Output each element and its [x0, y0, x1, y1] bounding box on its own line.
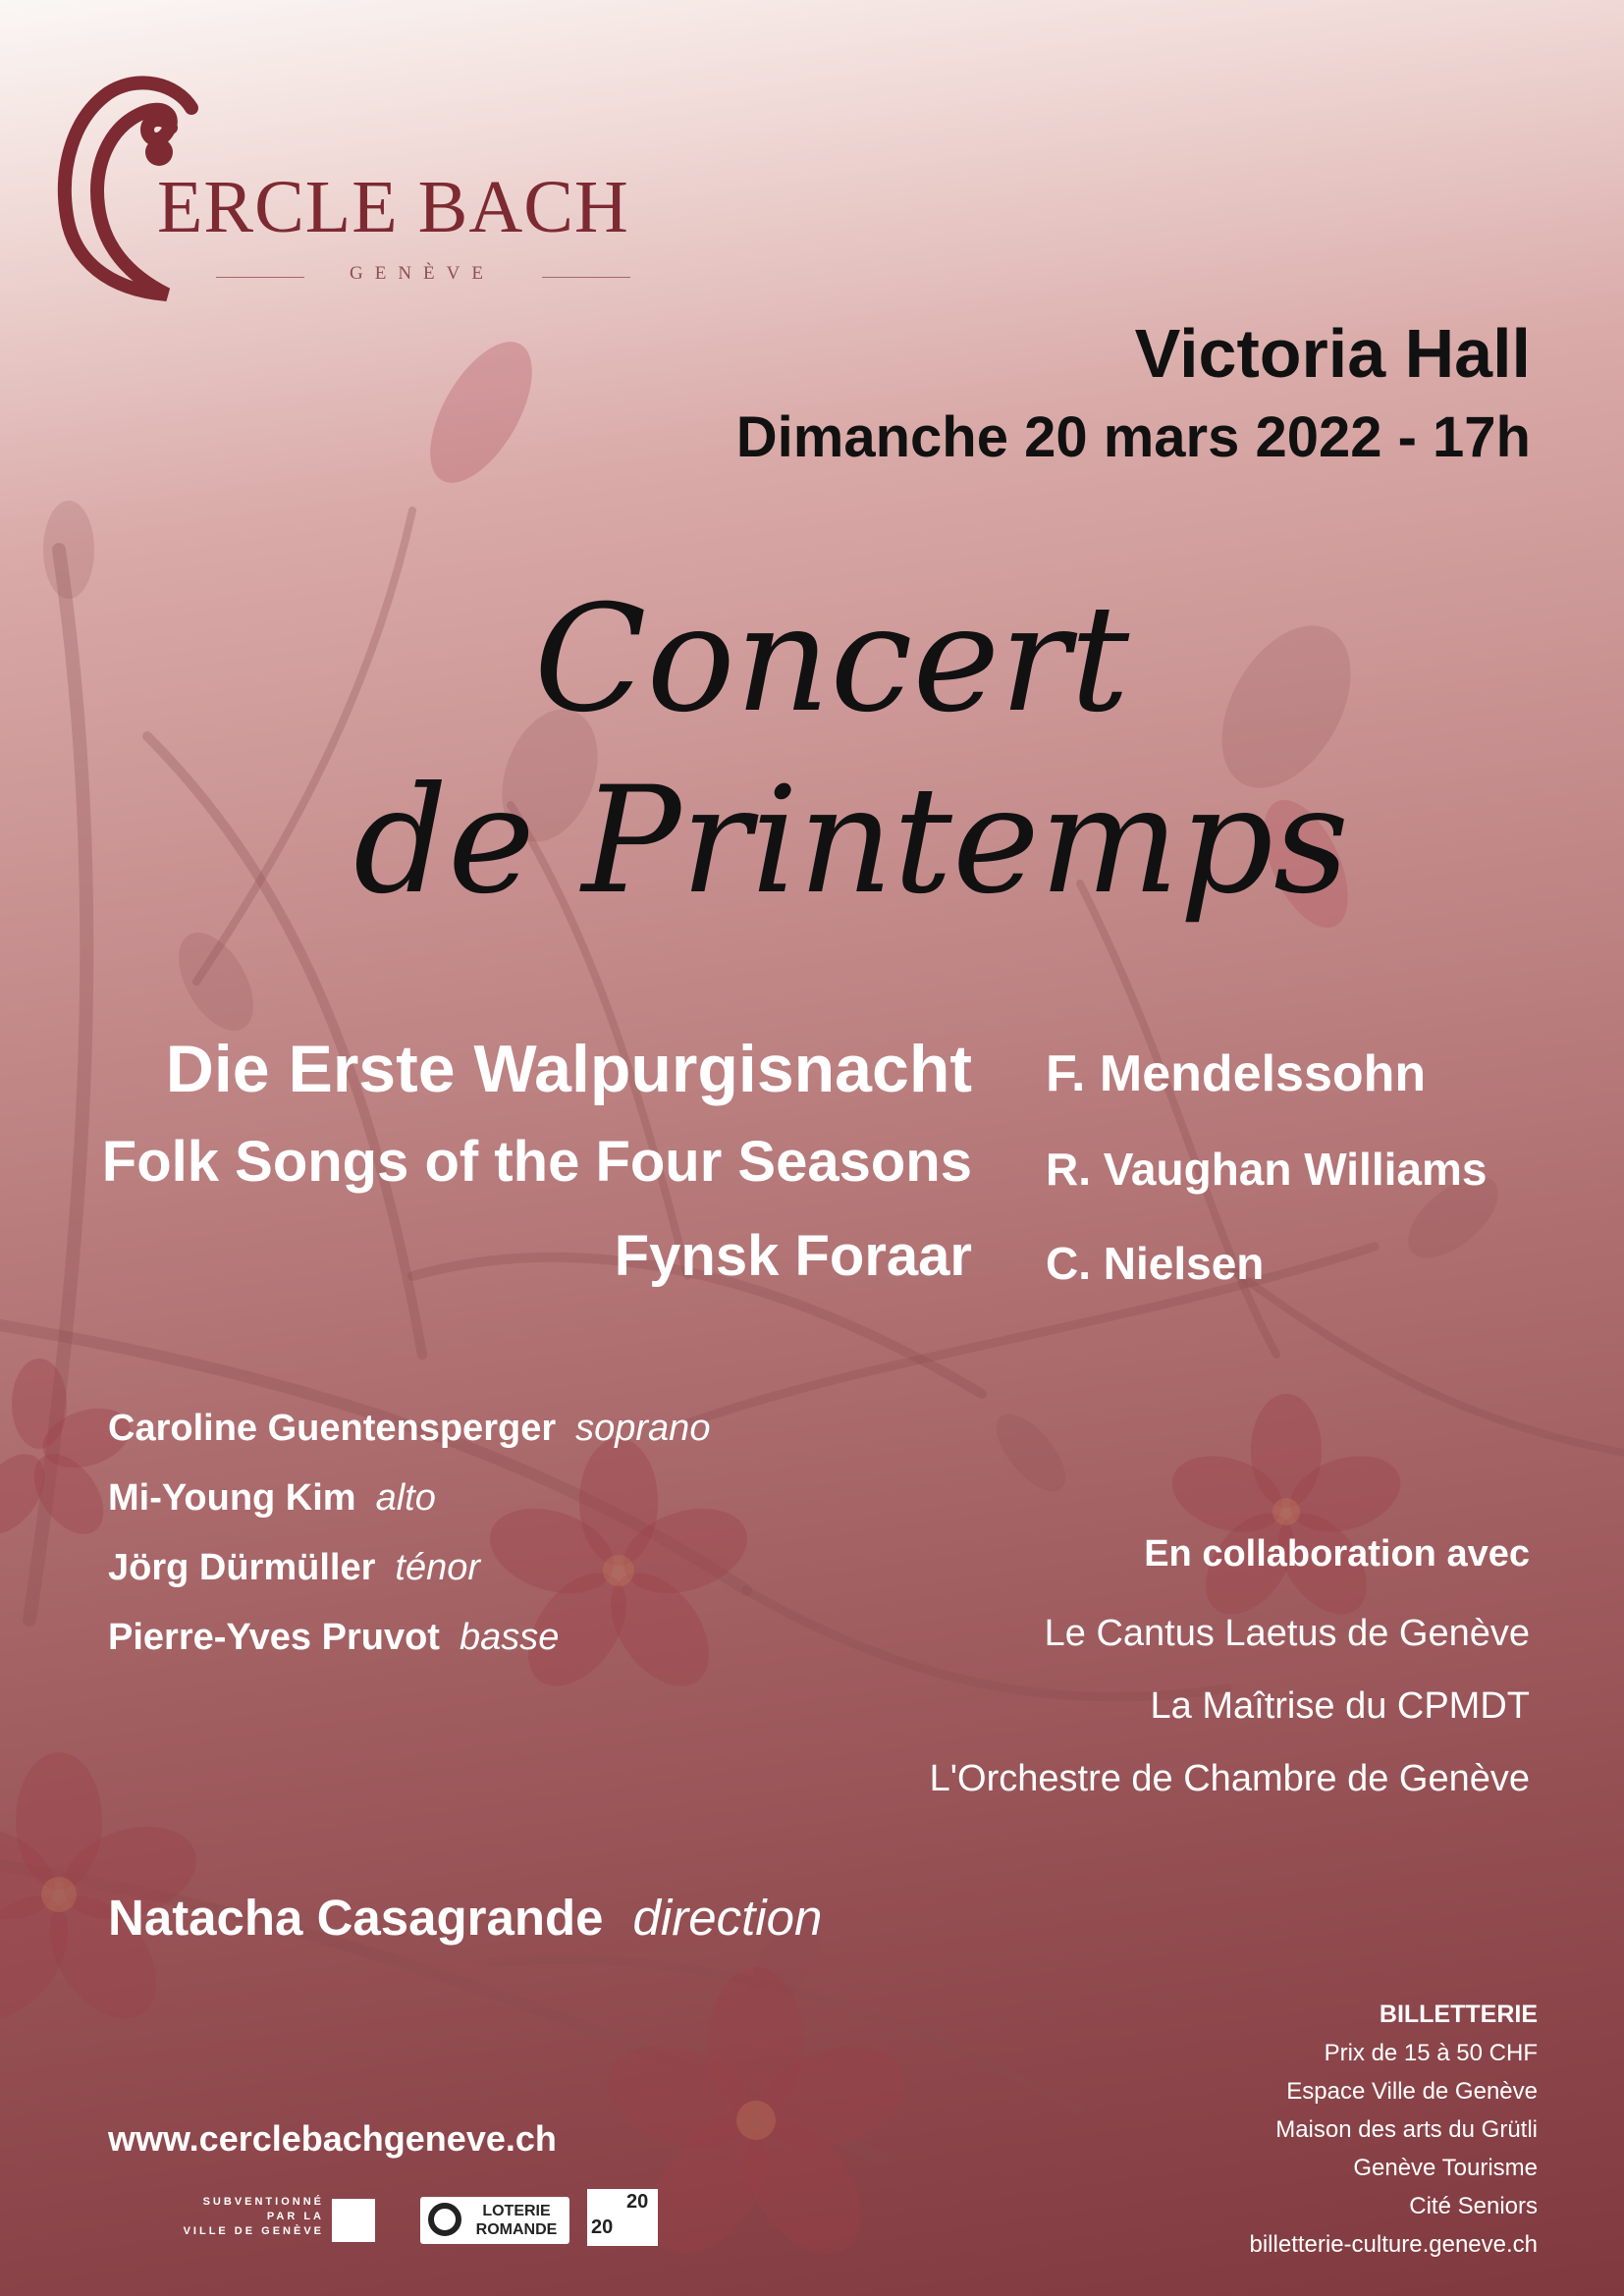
ticketing-heading: BILLETTERIE — [1379, 2001, 1538, 2028]
director-role: direction — [632, 1890, 823, 1946]
ville-logo-line: SUBVENTIONNÉ — [202, 2196, 324, 2208]
geneva-key-icon — [332, 2199, 375, 2242]
venue-block — [736, 312, 1531, 473]
collaborator: Le Cantus Laetus de Genève — [1044, 1613, 1530, 1654]
ville-logo-line: PAR LA — [266, 2211, 324, 2222]
programme-row — [59, 1219, 1591, 1313]
soloist-name: Pierre-Yves Pruvot — [108, 1617, 440, 1658]
concert-title — [0, 574, 1624, 928]
programme — [59, 1031, 1591, 1313]
collaboration-heading: En collaboration avec — [1144, 1533, 1530, 1575]
ticketing-outlet: Genève Tourisme — [1353, 2155, 1538, 2181]
soloist — [108, 1603, 710, 1673]
loterie-logo-text: LOTERIE ROMANDE — [475, 2203, 558, 2238]
work-title: Fynsk Foraar — [614, 1224, 972, 1288]
soloist-voice: basse — [459, 1617, 560, 1658]
ticketing-block — [1250, 1995, 1539, 2264]
ticketing-outlet: Espace Ville de Genève — [1286, 2078, 1538, 2105]
soloists-list — [108, 1394, 710, 1673]
programme-row — [59, 1031, 1591, 1125]
director-credit — [108, 1889, 822, 1947]
ville-logo-line: VILLE DE GENÈVE — [183, 2225, 324, 2237]
website-link[interactable]: www.cerclebachgeneve.ch — [108, 2118, 557, 2159]
soloist-voice: alto — [375, 1477, 436, 1519]
soloist-name: Mi-Young Kim — [108, 1477, 356, 1519]
ticketing-outlet: Maison des arts du Grütli — [1275, 2116, 1538, 2143]
logo-subtitle — [216, 263, 628, 293]
director-name: Natacha Casagrande — [108, 1890, 604, 1946]
soloist-voice: ténor — [395, 1547, 481, 1588]
anniversary-number-bottom: 20 — [591, 2216, 614, 2238]
soloist — [108, 1533, 710, 1603]
sponsor-logos — [147, 2189, 677, 2252]
logo-divider-right — [542, 277, 630, 278]
logo-city: GENÈVE — [350, 263, 495, 284]
work-composer: C. Nielsen — [1046, 1238, 1265, 1289]
collaboration-block — [930, 1526, 1530, 1815]
title-line-2: de Printemps — [353, 756, 1349, 927]
collaborator: La Maîtrise du CPMDT — [1150, 1685, 1530, 1727]
programme-row — [59, 1125, 1591, 1219]
soloist — [108, 1394, 710, 1464]
soloist-voice: soprano — [575, 1408, 711, 1449]
work-title: Die Erste Walpurgisnacht — [165, 1032, 972, 1106]
logo-wordmark: ERCLE BACH — [157, 166, 629, 248]
logo-divider-left — [216, 277, 304, 278]
work-composer: F. Mendelssohn — [1046, 1045, 1427, 1102]
anniversary-number-top: 20 — [626, 2191, 649, 2213]
loterie-romande-logo — [420, 2197, 569, 2244]
ticketing-outlet: Cité Seniors — [1409, 2193, 1538, 2219]
work-title: Folk Songs of the Four Seasons — [101, 1130, 972, 1194]
ticketing-website[interactable]: billetterie-culture.geneve.ch — [1249, 2231, 1538, 2258]
soloist — [108, 1464, 710, 1533]
ville-de-geneve-logo — [147, 2195, 324, 2239]
loterie-circle-icon — [428, 2203, 461, 2236]
collaborator: L'Orchestre de Chambre de Genève — [929, 1758, 1530, 1799]
ticketing-price: Prix de 15 à 50 CHF — [1324, 2040, 1538, 2066]
soloist-name: Caroline Guentensperger — [108, 1408, 557, 1449]
soloist-name: Jörg Dürmüller — [108, 1547, 376, 1588]
event-date: Dimanche 20 mars 2022 - 17h — [735, 405, 1531, 469]
anniversary-logo — [587, 2189, 658, 2246]
title-line-1: Concert — [533, 574, 1130, 745]
venue-name: Victoria Hall — [1134, 315, 1531, 392]
work-composer: R. Vaughan Williams — [1046, 1144, 1488, 1195]
